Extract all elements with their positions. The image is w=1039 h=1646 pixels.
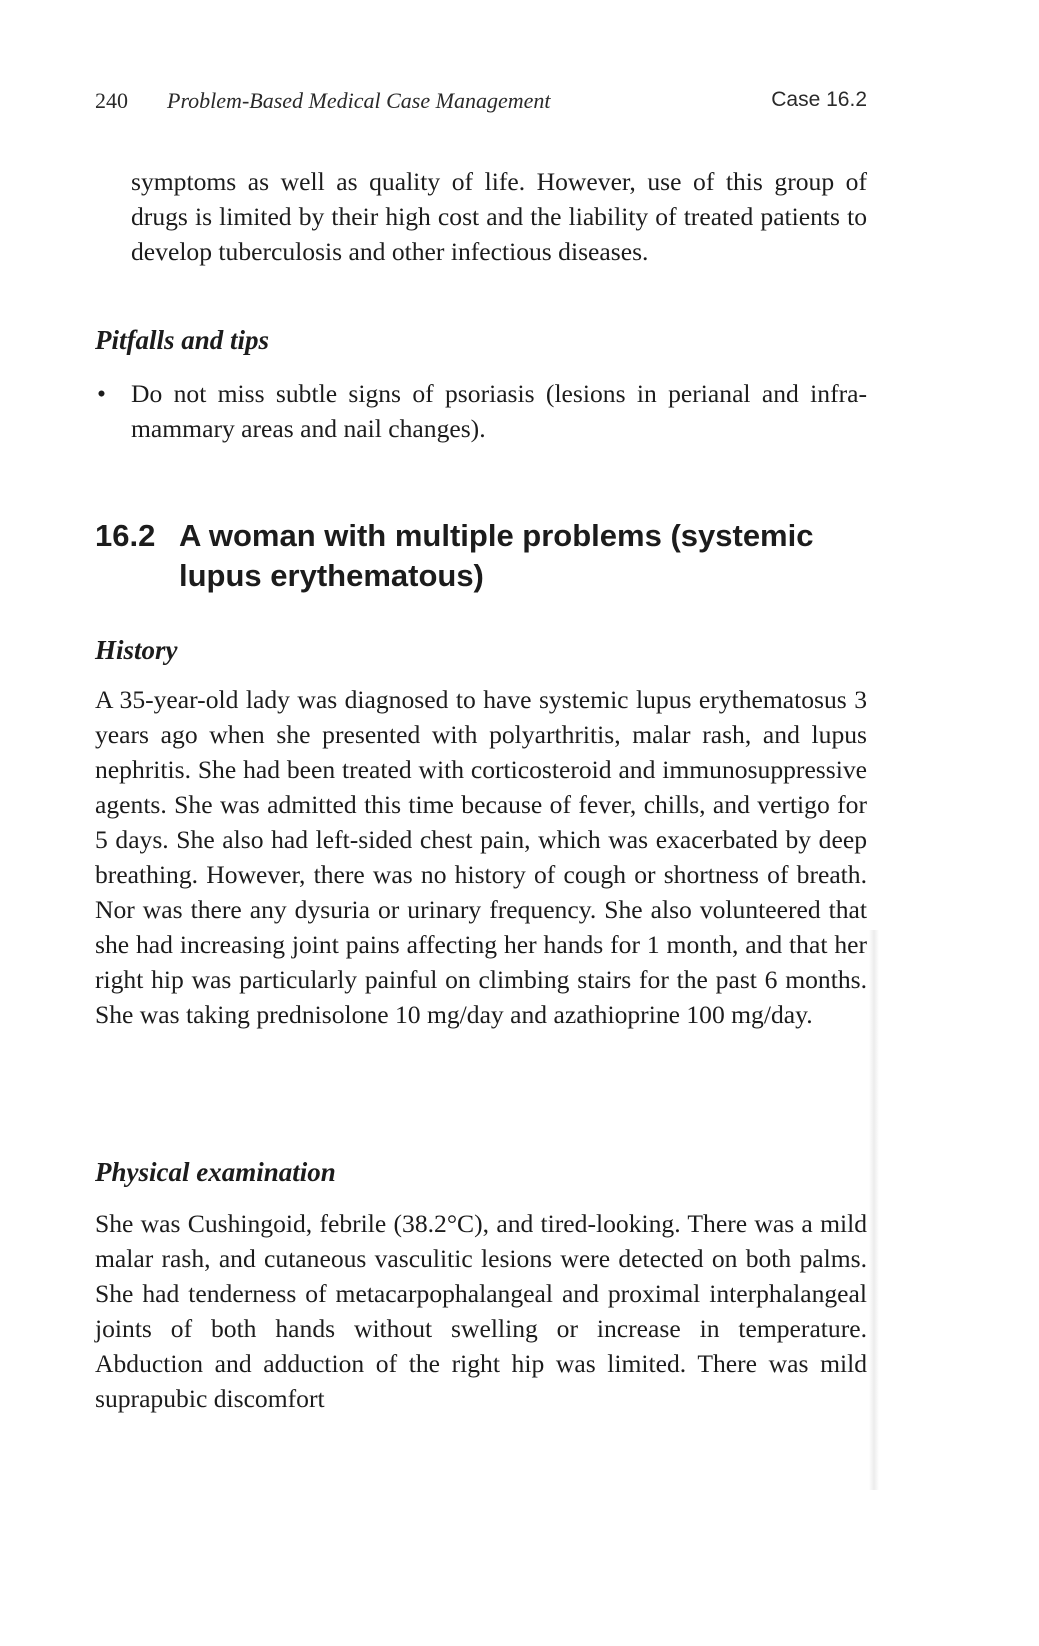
pitfall-item-text: Do not miss subtle signs of psoriasis (lesions in perianal and infra-mammary areas and nail changes). <box>131 379 867 443</box>
physical-examination-paragraph: She was Cushingoid, febrile (38.2°C), and tired-looking. There was a mild malar rash, and cutaneous vasculitic lesions were detected on both palms. She had tenderness of metacarpophalangeal and proximal interphalangeal joints of both hands without swelling or increase in temperature. Abduction and adduction of the right hip was limited. There was mild suprapubic discomfort <box>95 1209 867 1413</box>
intro-paragraph: symptoms as well as quality of life. However, use of this group of drugs is limited by their high cost and the liability of treated patients to develop tuberculosis and other infectious diseases. <box>131 167 867 266</box>
case-label: Case 16.2 <box>771 88 867 111</box>
section-heading <box>95 516 885 596</box>
scan-shadow <box>869 930 879 1490</box>
physical-examination-heading: Physical examination <box>95 1157 336 1187</box>
page-number: 240 <box>95 88 128 113</box>
history-paragraph: A 35-year-old lady was diagnosed to have systemic lupus erythematosus 3 years ago when she presented with polyarthritis, malar rash, and lupus nephritis. She had been treated with corticosteroid and immunosuppressive agents. She was admitted this time because of fever, chills, and vertigo for 5 days. She also had left-sided chest pain, which was exacerbated by deep breathing. However, there was no history of cough or shortness of breath. Nor was there any dysuria or urinary frequency. She also volunteered that she had increasing joint pains affecting her hands for 1 month, and that her right hip was particularly painful on climbing stairs for the past 6 months. She was taking prednisolone 10 mg/day and azathioprine 100 mg/day. <box>95 685 867 1029</box>
running-head <box>95 88 867 120</box>
section-number: 16.2 <box>95 518 156 553</box>
bullet-icon: • <box>97 379 106 408</box>
history-heading: History <box>95 635 178 665</box>
pitfalls-list <box>95 376 867 446</box>
section-title: A woman with multiple problems (systemic lupus erythematous) <box>179 518 814 593</box>
pitfalls-heading: Pitfalls and tips <box>95 325 270 355</box>
book-title: Problem-Based Medical Case Management <box>167 88 551 113</box>
pitfall-item <box>95 376 867 446</box>
